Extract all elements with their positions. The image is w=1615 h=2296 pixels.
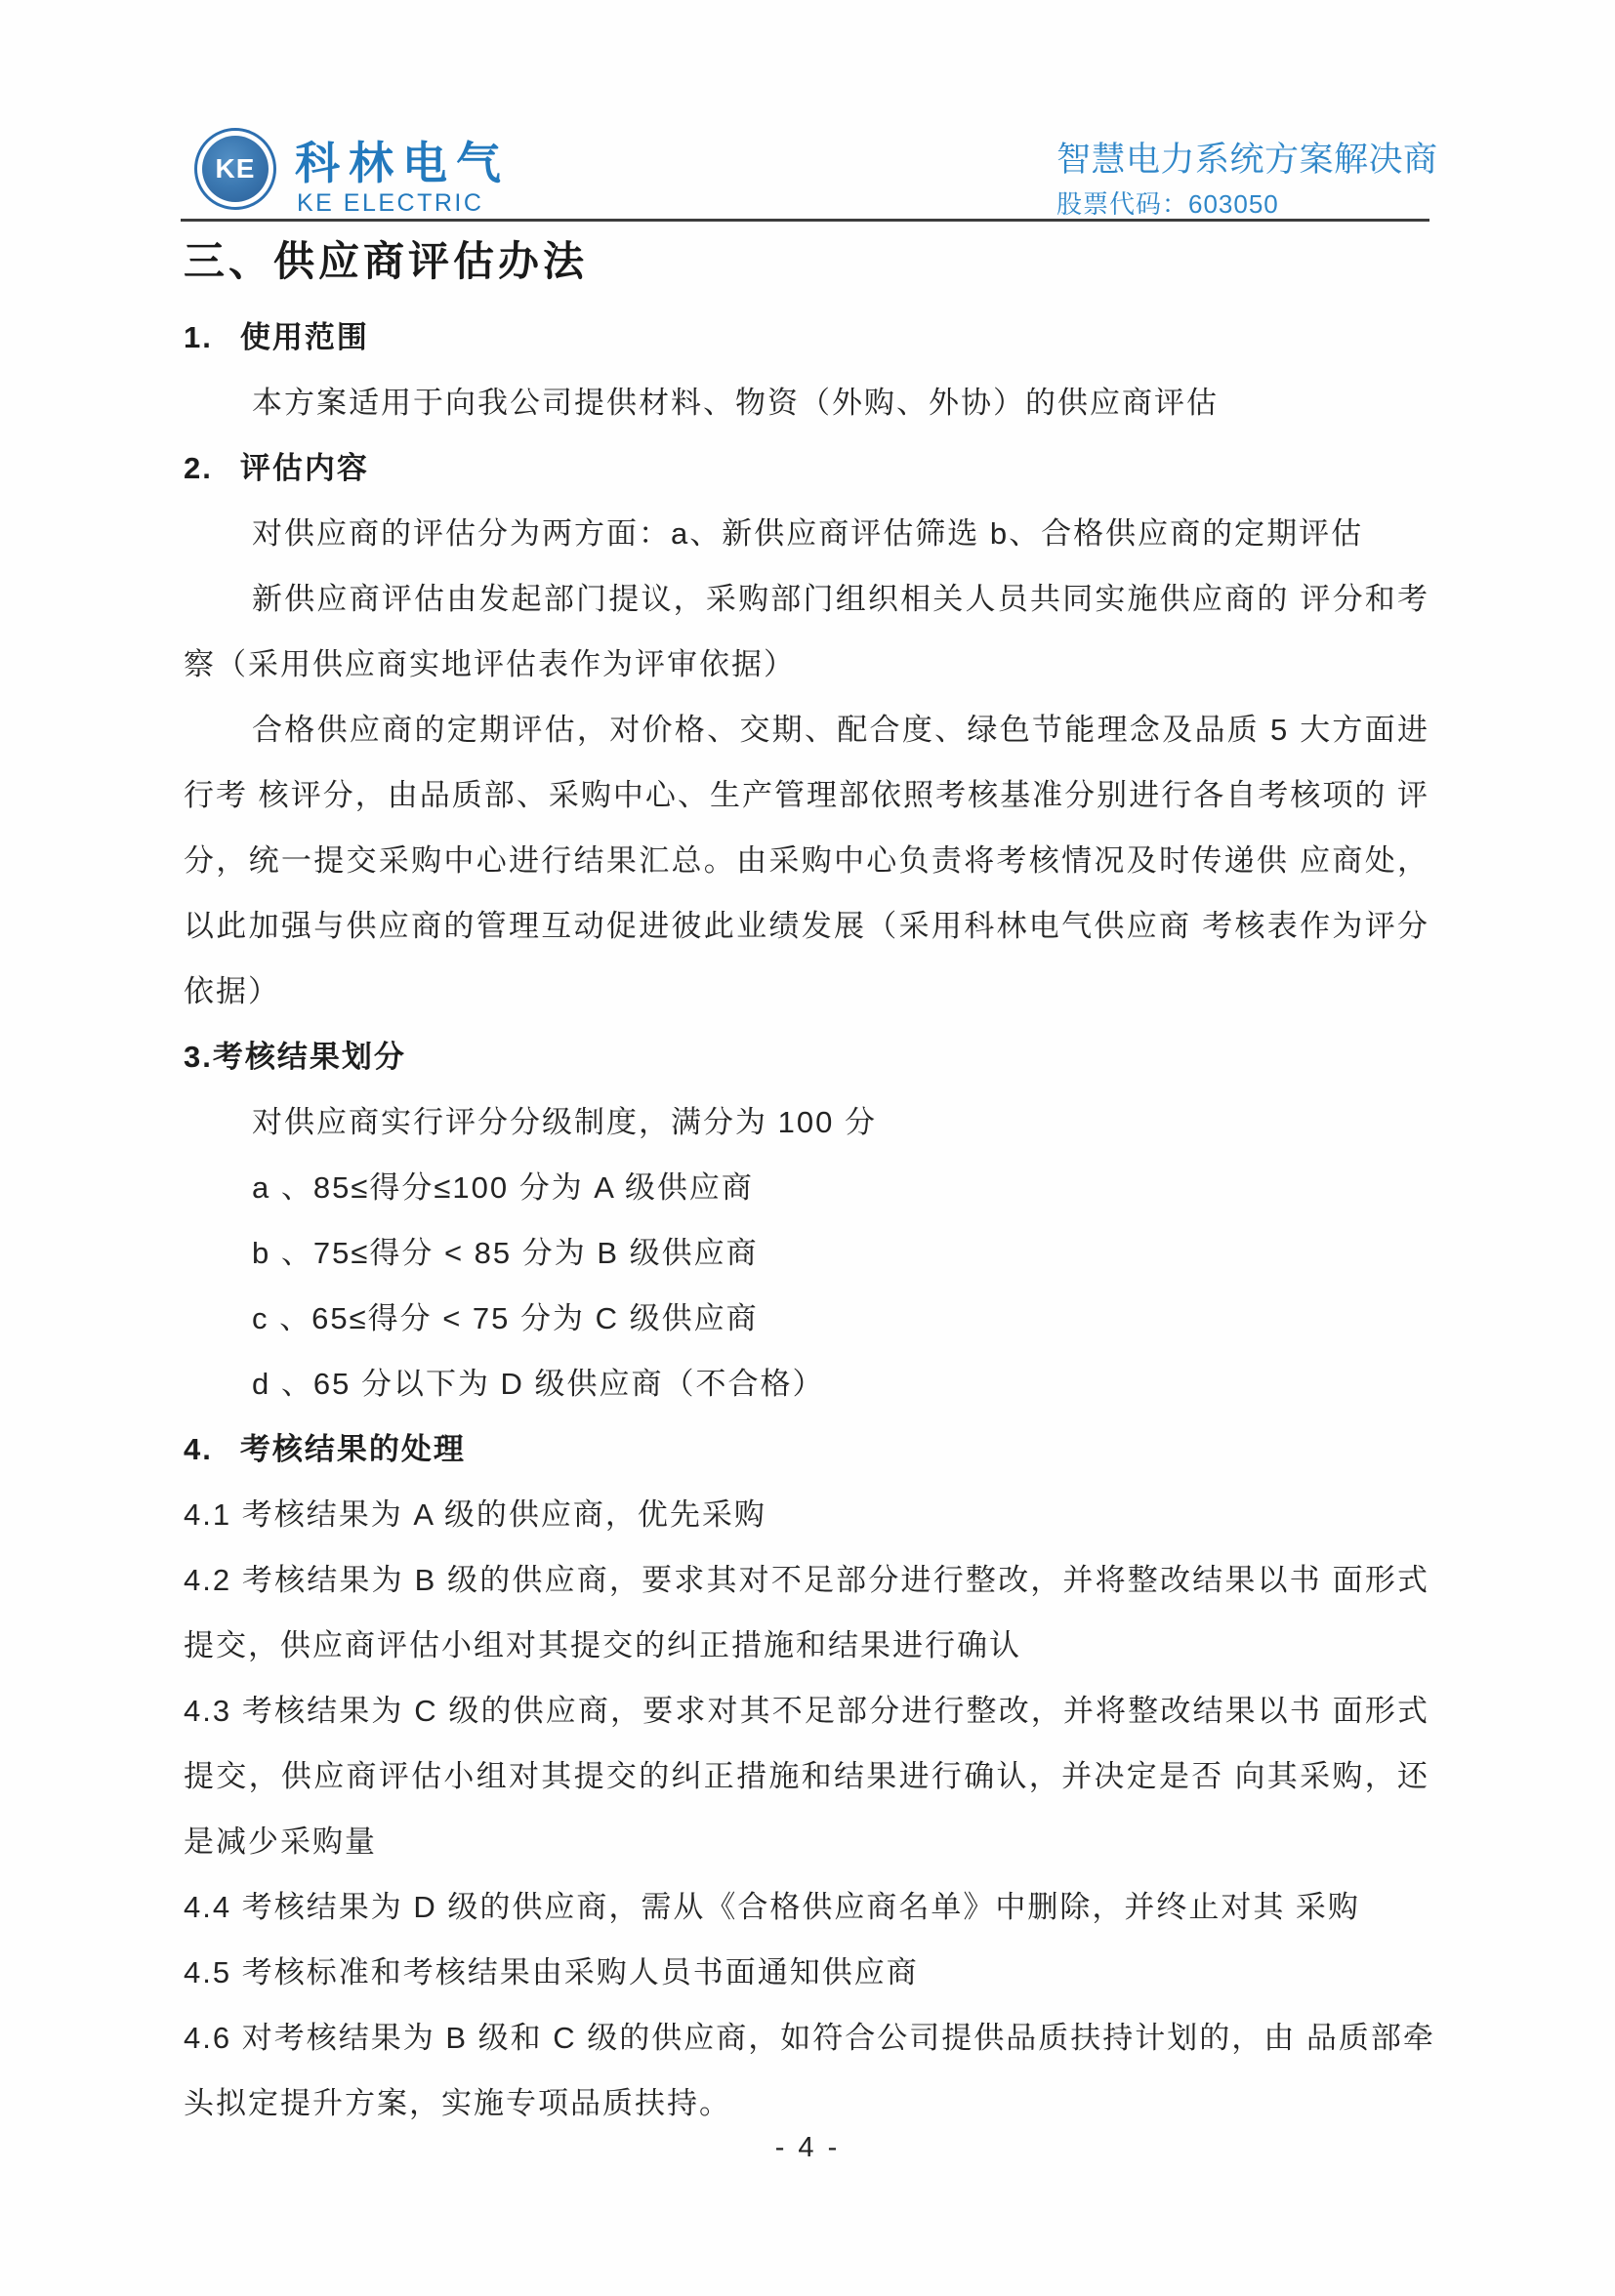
- section-2-number: 2.: [184, 451, 213, 485]
- section-2-heading: [184, 435, 1429, 501]
- section-4-number: 4.: [184, 1432, 213, 1466]
- section-2-title: 评估内容: [239, 451, 369, 485]
- grade-b-line: b 、75≤得分 < 85 分为 B 级供应商: [252, 1236, 759, 1270]
- document-title: 三、供应商评估办法: [184, 238, 589, 284]
- section-1-number: 1.: [184, 320, 213, 354]
- item-4-2-line: 4.2 考核结果为 B 级的供应商，要求其对不足部分进行整改，并将整改结果以书 面形式: [184, 1563, 1429, 1597]
- section-1-heading: [184, 305, 1429, 370]
- section-4-title: 考核结果的处理: [239, 1432, 466, 1466]
- item-4-6-line: 头拟定提升方案，实施专项品质扶持。: [184, 2086, 731, 2120]
- company-slogan: 智慧电力系统方案解决商: [1056, 141, 1438, 179]
- stock-code: 股票代码：603050: [1056, 189, 1279, 219]
- item-4-3-line: 是减少采购量: [184, 1824, 377, 1859]
- item-4-3-line: 4.3 考核结果为 C 级的供应商，要求对其不足部分进行整改，并将整改结果以书 面形式: [184, 1694, 1429, 1728]
- section-2-paragraph-line: 新供应商评估由发起部门提议，采购部门组织相关人员共同实施供应商的 评分和考: [252, 582, 1429, 616]
- ke-logo-monogram: KE: [202, 136, 269, 202]
- grade-a-line: a 、85≤得分≤100 分为 A 级供应商: [252, 1170, 754, 1205]
- section-2-paragraph-line: 依据）: [184, 974, 280, 1008]
- item-4-1-line: 4.1 考核结果为 A 级的供应商，优先采购: [184, 1497, 766, 1532]
- section-2-paragraph-line: 察（采用供应商实地评估表作为评审依据）: [184, 647, 796, 681]
- page-number: - 4 -: [774, 2132, 841, 2163]
- item-4-3-line: 提交，供应商评估小组对其提交的纠正措施和结果进行确认，并决定是否 向其采购，还: [184, 1759, 1429, 1793]
- ke-logo-icon: [194, 128, 276, 210]
- company-name-cn: 科林电气: [295, 138, 510, 188]
- section-1-title: 使用范围: [239, 320, 369, 354]
- section-4-heading: [184, 1416, 1429, 1482]
- document-body: [184, 234, 1435, 2136]
- section-2-paragraph-line: 合格供应商的定期评估，对价格、交期、配合度、绿色节能理念及品质 5 大方面进: [252, 713, 1429, 747]
- section-3-body-line: 对供应商实行评分分级制度，满分为 100 分: [252, 1105, 877, 1139]
- grade-d-line: d 、65 分以下为 D 级供应商（不合格）: [252, 1367, 825, 1401]
- section-2-paragraph-line: 行考 核评分，由品质部、采购中心、生产管理部依照考核基准分别进行各自考核项的 评: [184, 778, 1429, 812]
- item-4-4-line: 4.4 考核结果为 D 级的供应商，需从《合格供应商名单》中删除，并终止对其 采购: [184, 1890, 1360, 1924]
- grade-c-line: c 、65≤得分 < 75 分为 C 级供应商: [252, 1301, 759, 1335]
- section-2-paragraph-line: 以此加强与供应商的管理互动促进彼此业绩发展（采用科林电气供应商 考核表作为评分: [184, 909, 1429, 943]
- item-4-6-line: 4.6 对考核结果为 B 级和 C 级的供应商，如符合公司提供品质扶持计划的，由 品质部牵: [184, 2021, 1435, 2055]
- section-3-heading: 3.考核结果划分: [184, 1040, 406, 1074]
- company-name-en: KE ELECTRIC: [297, 189, 484, 217]
- section-2-paragraph-line: 对供应商的评估分为两方面：a、新供应商评估筛选 b、合格供应商的定期评估: [252, 516, 1364, 551]
- section-1-body-line: 本方案适用于向我公司提供材料、物资（外购、外协）的供应商评估: [252, 386, 1219, 420]
- item-4-5-line: 4.5 考核标准和考核结果由采购人员书面通知供应商: [184, 1955, 919, 1989]
- item-4-2-line: 提交，供应商评估小组对其提交的纠正措施和结果进行确认: [184, 1628, 1021, 1662]
- header-divider: [181, 219, 1429, 222]
- section-2-paragraph-line: 分，统一提交采购中心进行结果汇总。由采购中心负责将考核情况及时传递供 应商处，: [184, 843, 1429, 878]
